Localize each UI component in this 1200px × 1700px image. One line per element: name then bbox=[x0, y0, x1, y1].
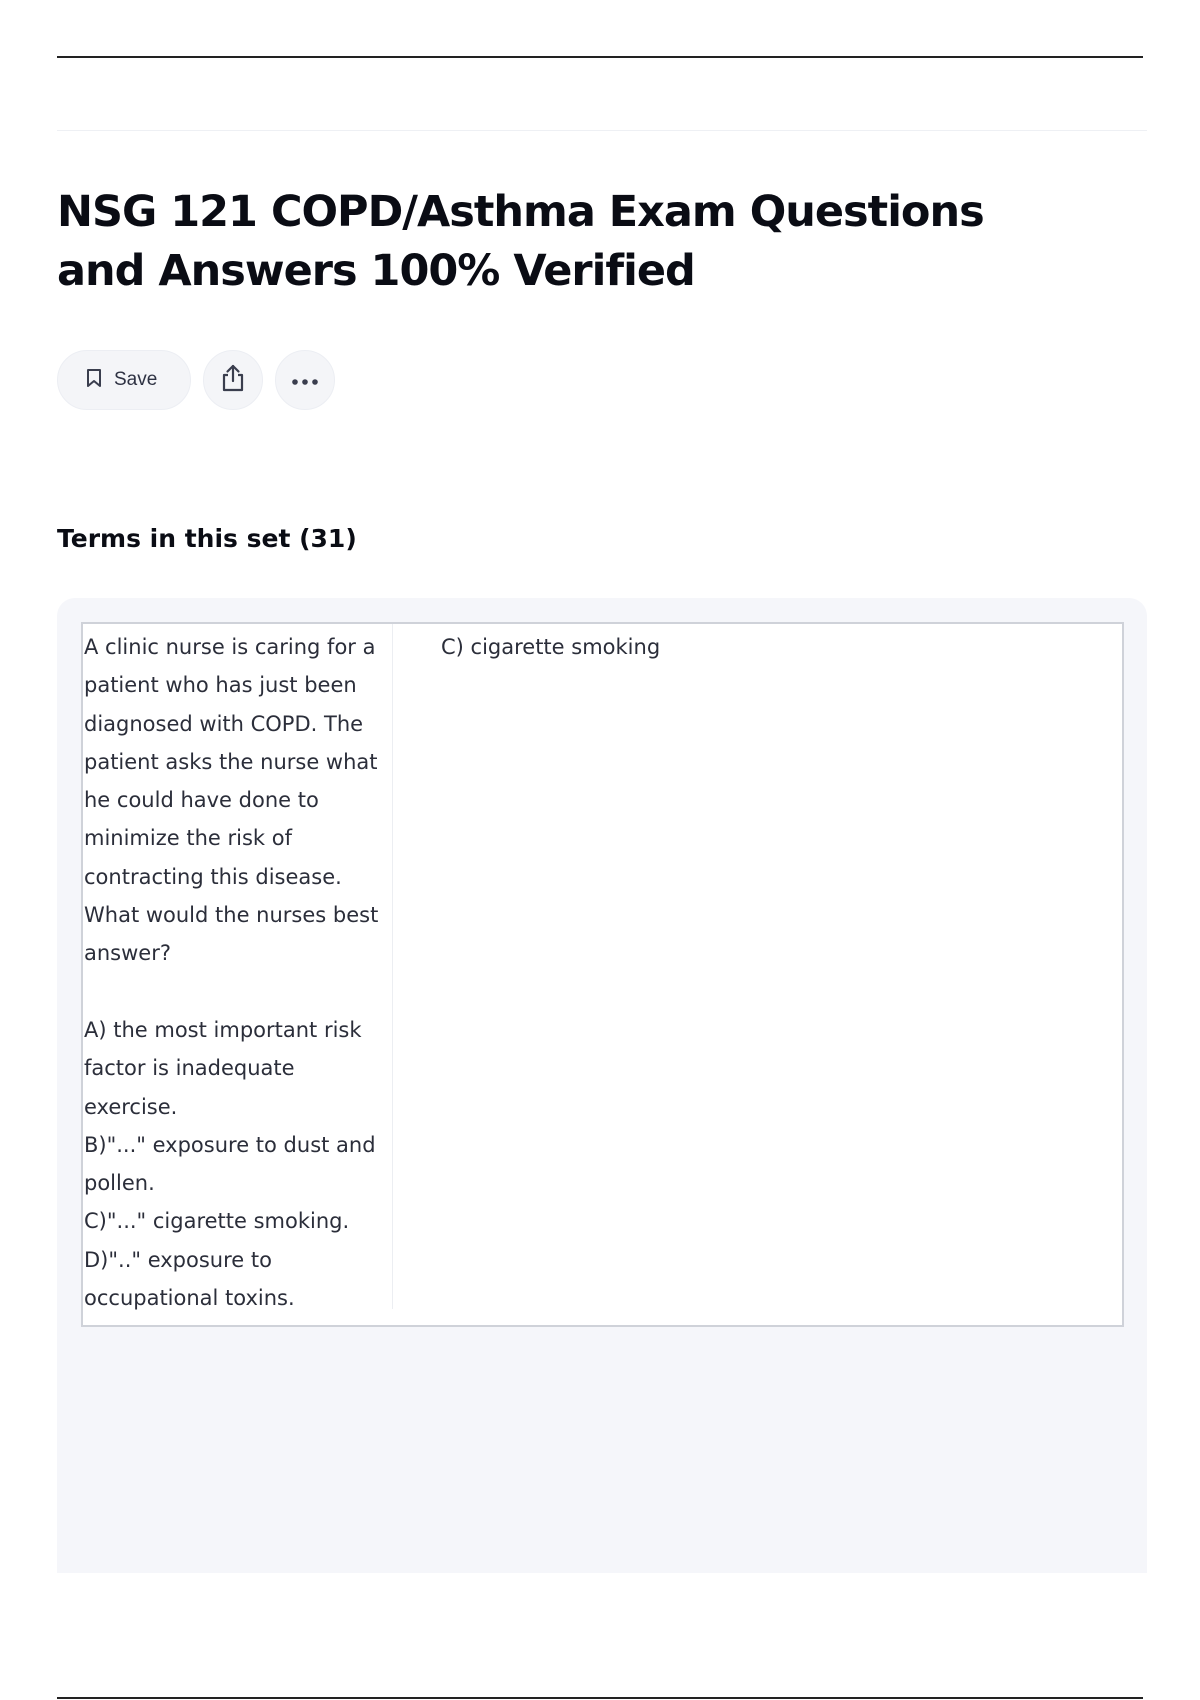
bottom-divider bbox=[57, 1697, 1143, 1699]
share-button[interactable] bbox=[203, 350, 263, 410]
terms-heading: Terms in this set (31) bbox=[57, 524, 357, 553]
bookmark-icon bbox=[86, 368, 102, 392]
more-dots-icon bbox=[291, 371, 319, 390]
header-divider bbox=[57, 130, 1147, 131]
save-button[interactable] bbox=[57, 350, 191, 410]
term-card[interactable] bbox=[81, 622, 1124, 1327]
save-label: Save bbox=[114, 369, 158, 390]
set-actions bbox=[57, 350, 335, 410]
definition-text: C) cigarette smoking bbox=[441, 635, 661, 659]
terms-list bbox=[57, 598, 1147, 1573]
term-side bbox=[83, 624, 393, 1309]
page-title: NSG 121 COPD/Asthma Exam Questions and Answers 100% Verified bbox=[57, 187, 984, 296]
more-options-button[interactable] bbox=[275, 350, 335, 410]
top-divider bbox=[57, 56, 1143, 58]
share-icon bbox=[220, 363, 246, 397]
term-text: A clinic nurse is caring for a patient who has just been diagnosed with COPD. The patient asks the nurse what he could have done to minimize the risk of contracting this disease. What would the nurses best answer? A) the most important risk factor is inadequate exercise. B)"..." exposure to dust and pollen. C)"..." cigarette smoking. D)".." exposure to occupational toxins. bbox=[84, 635, 379, 1311]
definition-side bbox=[441, 628, 1101, 666]
